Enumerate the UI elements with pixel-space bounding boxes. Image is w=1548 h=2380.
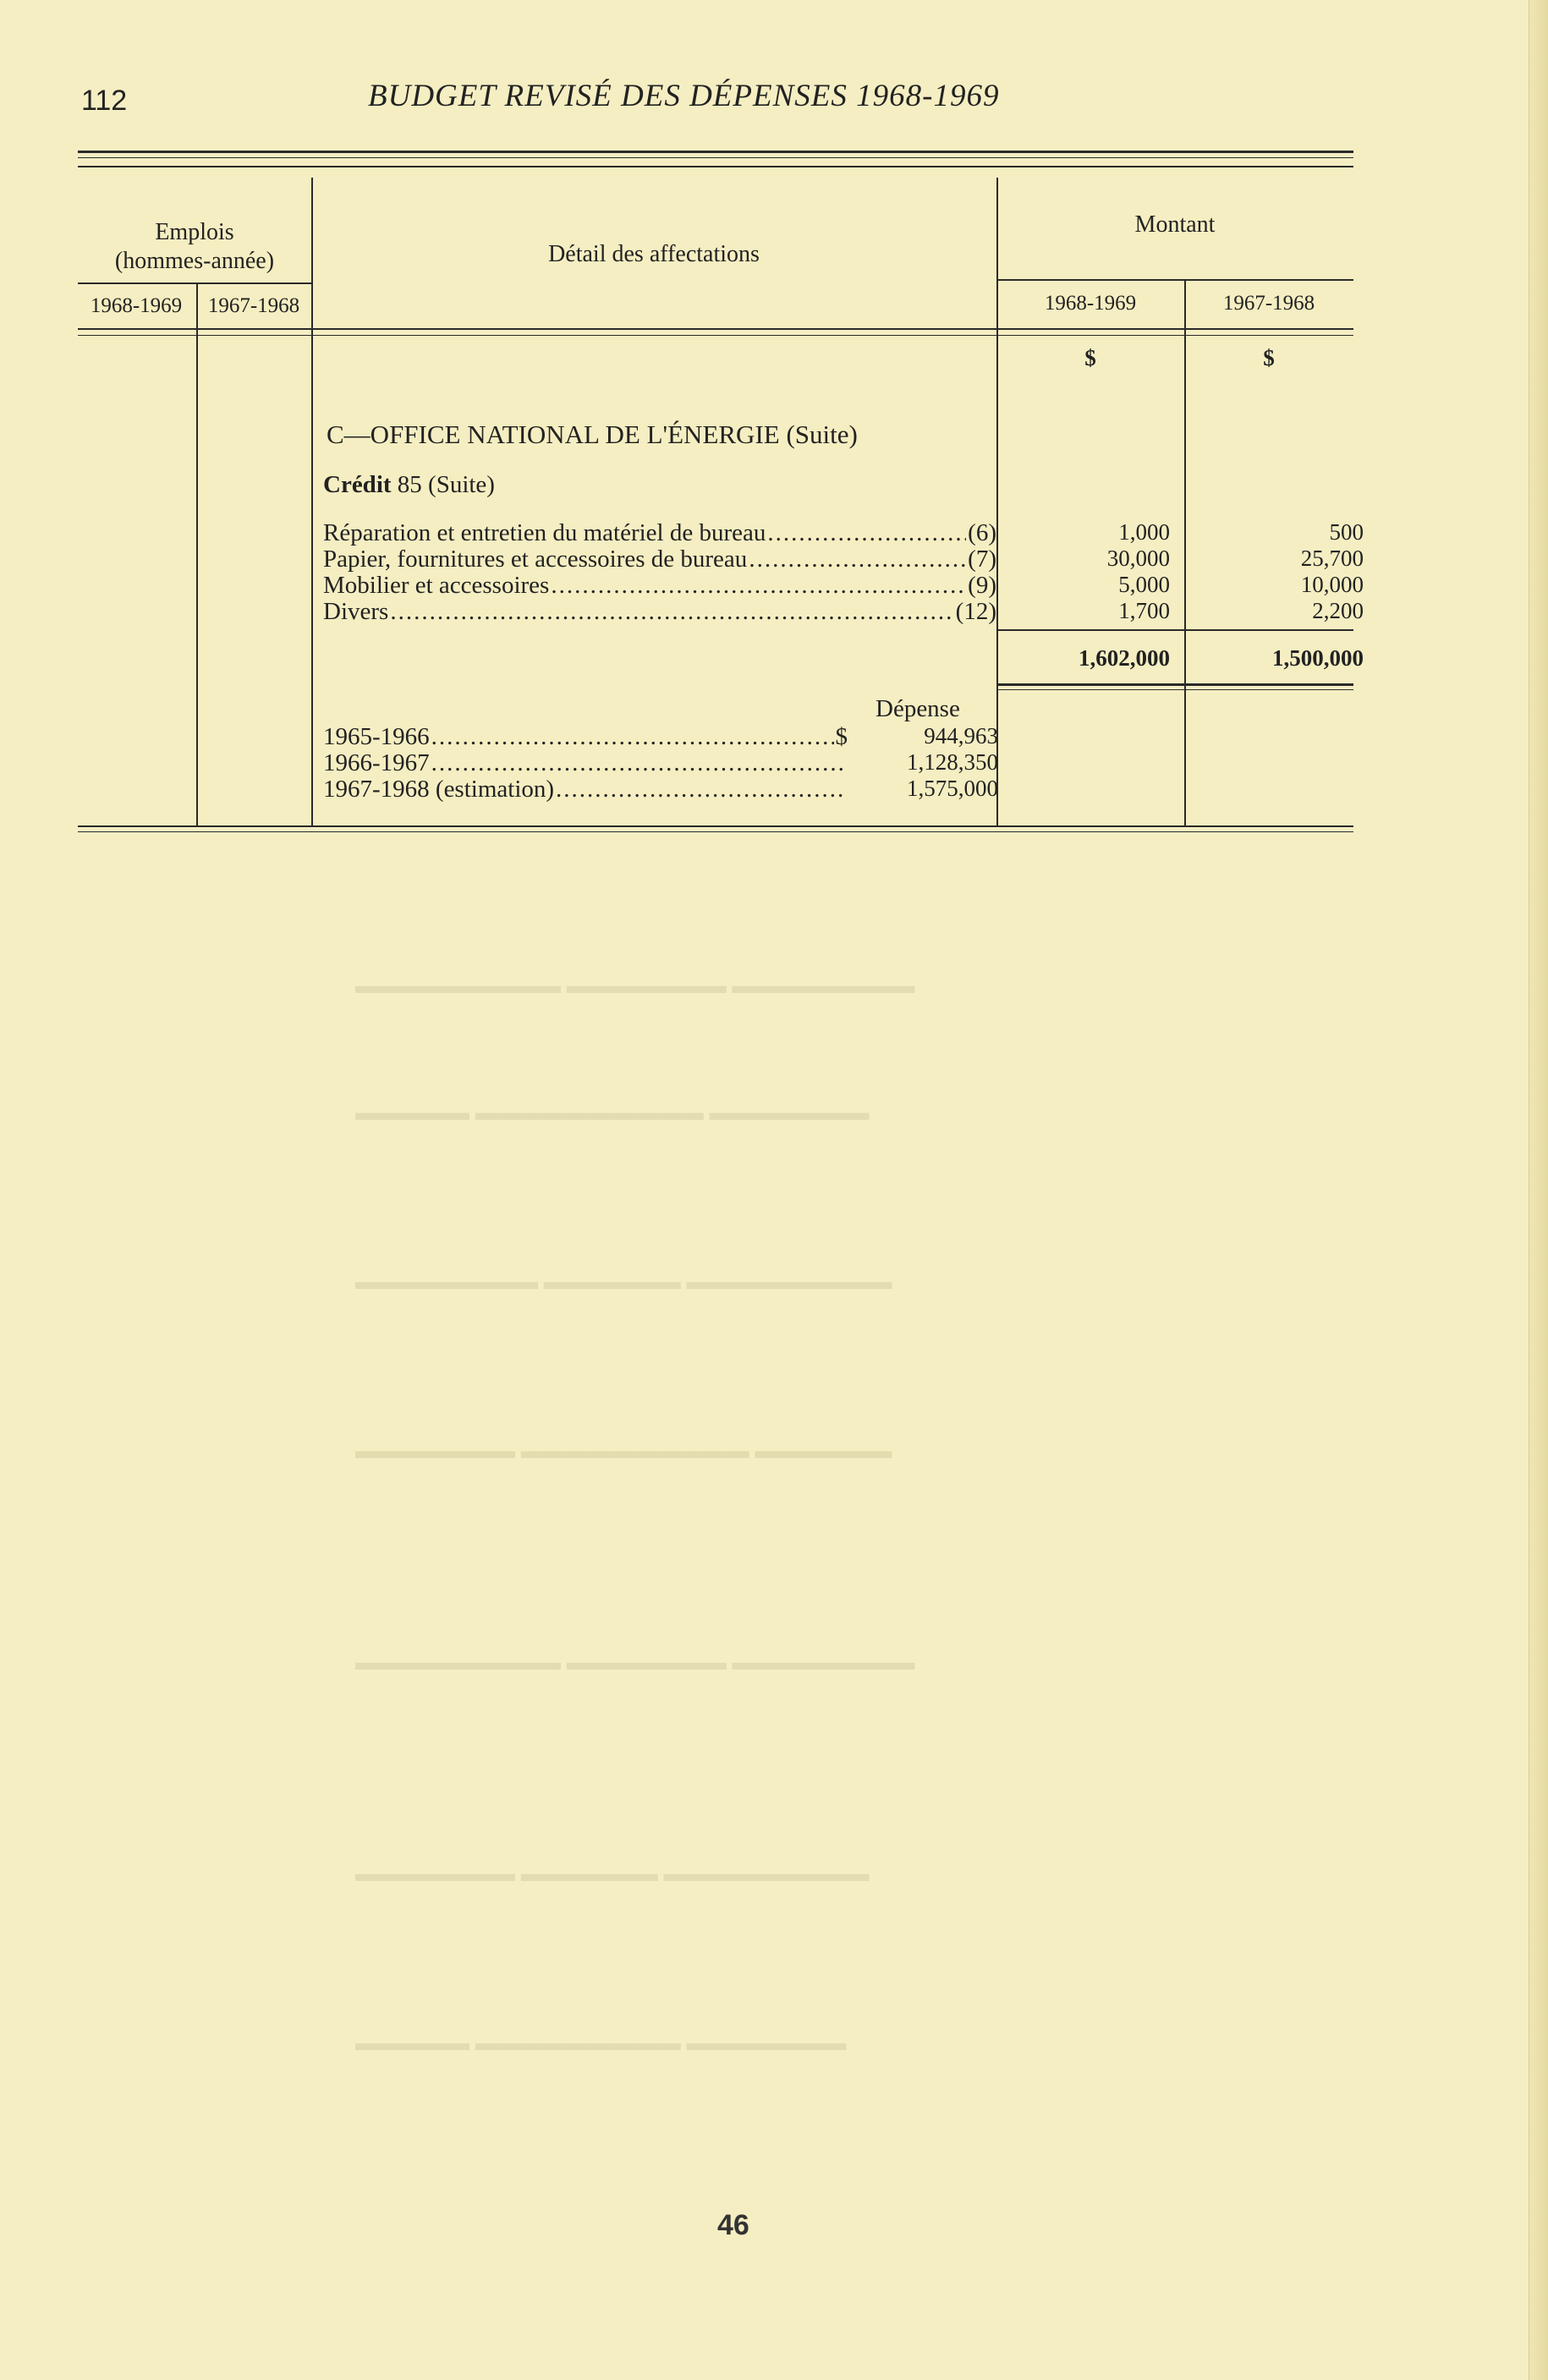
emplois-sublabel: (hommes-année) — [114, 248, 275, 274]
page-number: 112 — [81, 85, 128, 117]
row-value-1967: 25,700 — [1300, 546, 1364, 571]
depense-row-value: 1,575,000 — [907, 776, 998, 801]
montant-year-1967: 1967-1968 — [1222, 292, 1315, 315]
top-rule-thin — [78, 166, 1353, 167]
bleed-through-mark: ▬▬▬▬▬▬▬ ▬▬▬▬▬▬▬▬▬▬ ▬▬▬▬▬ — [355, 1100, 870, 1125]
section-title: C—OFFICE NATIONAL DE L'ÉNERGIE (Suite) — [327, 420, 858, 449]
depense-row — [323, 749, 848, 776]
table-row-label — [323, 572, 996, 599]
bleed-through-mark: ▬▬▬▬▬▬▬ ▬▬▬▬▬▬▬▬▬ ▬▬▬▬▬ — [355, 2030, 847, 2055]
row-label: Papier, fournitures et accessoires de bureau — [323, 546, 748, 573]
header-bottom-rule-thin — [78, 335, 1353, 336]
currency-1968: $ — [1084, 345, 1096, 370]
credit-number: 85 (Suite) — [397, 471, 495, 498]
page-edge — [1529, 0, 1548, 2380]
col-rule — [311, 178, 313, 825]
table-row-label — [323, 598, 996, 625]
montant-header: Montant — [1134, 211, 1216, 238]
emplois-header-rule — [78, 282, 311, 284]
depense-currency: $ — [835, 723, 848, 750]
total-rule — [996, 683, 1353, 686]
row-value-1968: 30,000 — [1106, 546, 1170, 571]
currency-1967: $ — [1263, 345, 1275, 370]
header-bottom-rule — [78, 328, 1353, 330]
detail-header: Détail des affectations — [548, 241, 760, 267]
depense-row-value: 944,963 — [924, 723, 998, 749]
row-value-1967: 2,200 — [1312, 598, 1364, 623]
row-value-1968: 1,000 — [1118, 519, 1170, 545]
table-row-label — [323, 546, 996, 573]
credit-label: Crédit — [323, 471, 392, 498]
row-label: Mobilier et accessoires — [323, 572, 550, 599]
row-code: (6) — [968, 519, 996, 546]
bleed-through-mark: ▬▬▬▬▬▬ ▬▬▬▬▬▬▬▬▬▬ ▬▬▬▬▬▬▬ — [355, 1438, 892, 1463]
depense-row — [323, 776, 848, 803]
depense-row-value: 1,128,350 — [907, 749, 998, 775]
total-1967: 1,500,000 — [1272, 645, 1364, 671]
depense-row-label: 1965-1966 — [323, 723, 430, 750]
top-rule — [78, 151, 1353, 153]
row-code: (12) — [955, 598, 996, 625]
bottom-rule — [78, 825, 1353, 827]
row-value-1968: 5,000 — [1118, 572, 1170, 597]
montant-header-rule — [996, 279, 1353, 281]
bleed-through-mark: ▬▬▬▬▬▬▬▬ ▬▬▬▬▬▬▬ ▬▬▬▬▬▬▬▬▬ — [355, 1649, 915, 1675]
row-value-1967: 10,000 — [1300, 572, 1364, 597]
row-value-1968: 1,700 — [1118, 598, 1170, 623]
bottom-rule-thin — [78, 831, 1353, 832]
montant-year-1968: 1968-1969 — [1044, 292, 1137, 315]
row-label: Réparation et entretien du matériel de bureau — [323, 519, 766, 546]
total-1968: 1,602,000 — [1079, 645, 1170, 671]
subtotal-rule — [996, 629, 1353, 631]
table-row-label — [323, 519, 996, 546]
bleed-through-mark: ▬▬▬▬▬▬▬▬▬ ▬▬▬▬▬▬ ▬▬▬▬▬▬▬▬ — [355, 1269, 892, 1294]
depense-row-label: 1966-1967 — [323, 749, 430, 776]
depense-row — [323, 723, 848, 750]
depense-row-label: 1967-1968 (estimation) — [323, 776, 555, 803]
bleed-through-mark: ▬▬▬▬▬▬▬▬▬ ▬▬▬▬▬▬ ▬▬▬▬▬▬▬ — [355, 1861, 870, 1886]
row-code: (7) — [968, 546, 996, 573]
depense-label: Dépense — [876, 695, 960, 722]
total-rule-thin — [996, 689, 1353, 690]
emplois-year-1967: 1967-1968 — [207, 294, 300, 317]
footer-page-number: 46 — [717, 2209, 749, 2241]
bleed-through-mark: ▬▬▬▬▬▬▬▬ ▬▬▬▬▬▬▬ ▬▬▬▬▬▬▬▬▬ — [355, 973, 915, 998]
emplois-label: Emplois — [155, 219, 234, 245]
emplois-header — [78, 218, 311, 276]
row-label: Divers — [323, 598, 389, 625]
emplois-year-1968: 1968-1969 — [90, 294, 183, 317]
credit-heading — [323, 471, 495, 499]
row-code: (9) — [968, 572, 996, 599]
top-rule-thin — [78, 157, 1353, 158]
col-rule — [196, 284, 198, 825]
row-value-1967: 500 — [1329, 519, 1364, 545]
running-title: BUDGET REVISÉ DES DÉPENSES 1968-1969 — [368, 79, 1000, 113]
